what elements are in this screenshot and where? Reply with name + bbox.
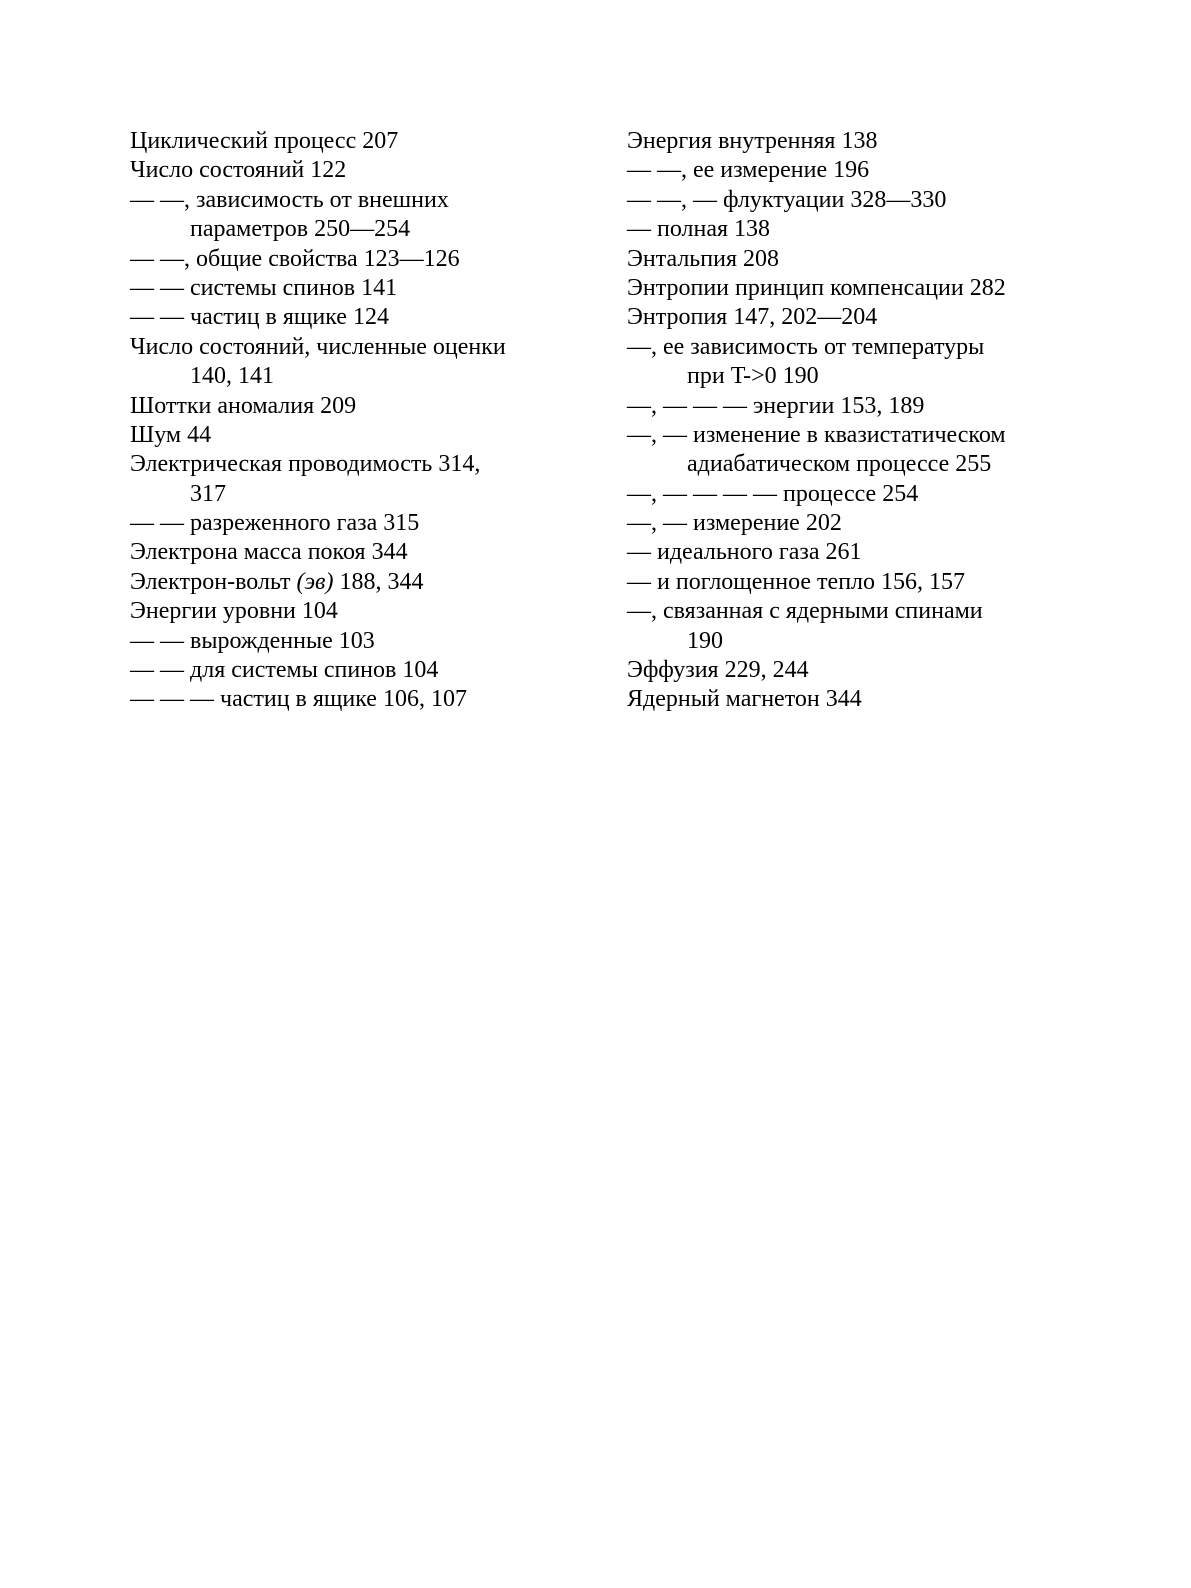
index-entry: —, связанная с ядерными спинами (627, 598, 983, 625)
index-entry: Энтальпия 208 (627, 245, 779, 272)
index-entry: — полная 138 (627, 216, 771, 243)
index-entry: Число состояний, численные оценки (130, 333, 506, 360)
index-entry: Энтропия 147, 202—204 (627, 304, 878, 331)
index-entry: — идеального газа 261 (627, 539, 862, 566)
index-entry: — —, общие свойства 123—126 (130, 245, 460, 272)
index-entry: —, — — — — процессе 254 (627, 480, 919, 507)
index-entry-italic: (эв) (296, 568, 334, 595)
index-entry: — —, ее измерение 196 (627, 157, 870, 184)
index-entry: Эффузия 229, 244 (627, 657, 809, 684)
index-entry: Шоттки аномалия 209 (130, 392, 357, 419)
index-entry: — —, — флуктуации 328—330 (627, 186, 947, 213)
index-entry-pages: 188, 344 (333, 568, 424, 595)
index-entry: Шум 44 (130, 421, 212, 448)
index-entry: Циклический процесс 207 (130, 128, 399, 154)
index-entry-continuation: 317 (190, 480, 226, 507)
index-entry-text: Электрон-вольт (130, 568, 297, 595)
index-entry: Электрическая проводимость 314, (130, 451, 481, 478)
index-entry-continuation: 140, 141 (190, 363, 274, 390)
index-entry-continuation: параметров 250—254 (190, 216, 411, 243)
index-entry-continuation: 190 (687, 627, 723, 654)
index-entry: — —, зависимость от внешних (130, 186, 449, 213)
index-entry: —, — измерение 202 (627, 510, 842, 537)
index-entry: Ядерный магнетон 344 (627, 686, 862, 713)
index-entry: Число состояний 122 (130, 157, 347, 184)
index-entry: Энергия внутренняя 138 (627, 128, 878, 154)
index-column-left (130, 127, 570, 715)
index-entry: — — разреженного газа 315 (130, 510, 420, 537)
index-entry: Энтропии принцип компенсации 282 (627, 274, 1006, 301)
index-entry: —, — изменение в квазистатическом (627, 421, 1006, 448)
index-entry: —, — — — энергии 153, 189 (627, 392, 925, 419)
index-entry-continuation: адиабатическом процессе 255 (687, 451, 992, 478)
index-entry (130, 568, 570, 597)
index-entry: —, ее зависимость от температуры (627, 333, 985, 360)
index-entry: — и поглощенное тепло 156, 157 (627, 568, 966, 595)
index-entry-continuation: при T->0 190 (687, 363, 819, 390)
index-entry: Электрона масса покоя 344 (130, 539, 408, 566)
index-column-right (627, 127, 1147, 715)
index-entry: — — частиц в ящике 124 (130, 304, 389, 331)
index-entry: — — вырожденные 103 (130, 627, 375, 654)
index-entry: — — для системы спинов 104 (130, 657, 439, 684)
index-entry: — — — частиц в ящике 106, 107 (130, 686, 467, 713)
index-entry: — — системы спинов 141 (130, 274, 398, 301)
index-entry: Энергии уровни 104 (130, 598, 338, 625)
